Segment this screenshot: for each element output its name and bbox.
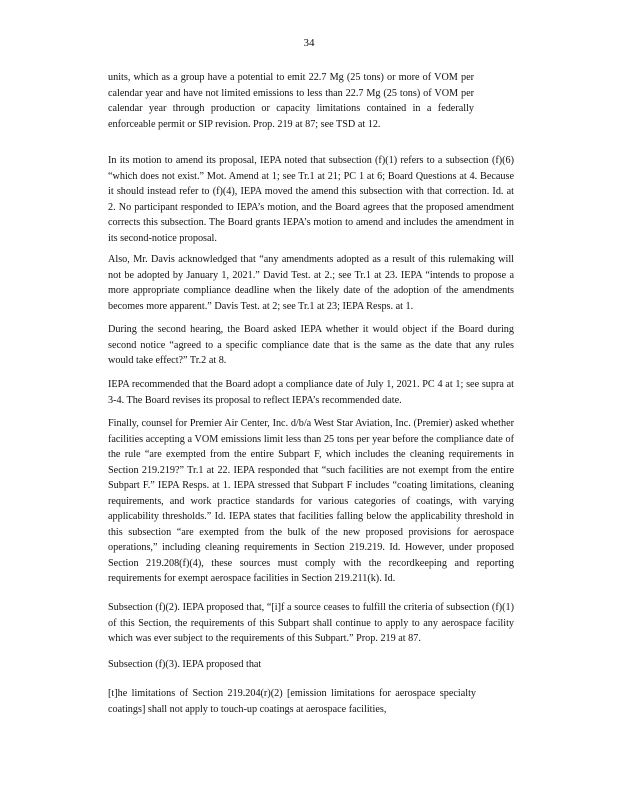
paragraph-davis-acknowledged: Also, Mr. Davis acknowledged that “any amendments adopted as a result of this rulemaking will not be adopted by January 1, 2021.” David Test. at 2.; see Tr.1 at 23. IEPA “intends to propose a more appropriate compliance deadline when the likely date of the adoption of the amendments becomes more apparent.” Davis Test. at 2; see Tr.1 at 23; IEPA Resps. at 1.: [108, 254, 514, 312]
paragraph-applicability-continued: units, which as a group have a potential to emit 22.7 Mg (25 tons) or more of VOM per calendar year and have not limited emissions to less than 22.7 Mg (25 tons) of VOM per calendar year through production or capacity limitations contained in a federally enforceable permit or SIP revision. Prop. 219 at 87; see TSD at 12.: [108, 72, 474, 130]
block-quote: [t]he limitations of Section 219.204(r)(2) [emission limitations for aerospace specialty coatings] shall not apply to touch-up coatings at aerospace facilities,: [108, 688, 476, 715]
paragraph-subsection-f2: Subsection (f)(2). IEPA proposed that, “[i]f a source ceases to fulfill the criteria of subsection (f)(1) of this Section, the requirements of this Subpart shall continue to apply to any aerospace facility which was ever subject to the requirements of this Subpart.” Prop. 219 at 87.: [108, 602, 514, 644]
paragraph-second-hearing: During the second hearing, the Board asked IEPA whether it would object if the Board during second notice “agreed to a specific compliance date that is the same as the date that any rules would take effect?” Tr.2 at 8.: [108, 324, 514, 366]
paragraph-motion-amend: In its motion to amend its proposal, IEPA noted that subsection (f)(1) refers to a subsection (f)(6) “which does not exist.” Mot. Amend at 1; see Tr.1 at 21; PC 1 at 6; Board Questions at 4. Because it should instead refer to (f)(4), IEPA moved the amend this subsection with that correction. Id. at 2. No participant responded to IEPA’s motion, and the Board agrees that the proposed amendment corrects this subsection. The Board grants IEPA’s motion to amend and includes the amendment in its second-notice proposal.: [108, 155, 514, 244]
paragraph-iepa-recommended: IEPA recommended that the Board adopt a compliance date of July 1, 2021. PC 4 at 1; see supra at 3-4. The Board revises its proposal to reflect IEPA’s recommended date.: [108, 379, 514, 406]
page-number: 34: [303, 37, 315, 49]
paragraph-premier-counsel: Finally, counsel for Premier Air Center, Inc. d/b/a West Star Aviation, Inc. (Premier) asked whether facilities accepting a VOM emissions limit less than 25 tons per year before the compliance date of the rule “are exempted from the entire Subpart F, which includes the cleaning requirements in Section 219.219?” Tr.1 at 22. IEPA responded that “such facilities are not exempt from the entire Subpart F.” IEPA Resps. at 1. IEPA stressed that Subpart F includes “coating limitations, cleaning requirements, and work practice standards for various categories of coatings, with varying applicability thresholds.” Id. IEPA states that facilities falling below the applicability threshold in this subsection “are exempted from the bulk of the new proposed provisions for aerospace operations,” including cleaning requirements in Section 219.219. Id. However, under proposed Section 219.208(f)(4), these sources must comply with the recordkeeping and reporting requirements for exempt aerospace facilities in Section 219.211(k). Id.: [108, 418, 514, 584]
paragraph-subsection-f3: Subsection (f)(3). IEPA proposed that: [108, 659, 262, 670]
